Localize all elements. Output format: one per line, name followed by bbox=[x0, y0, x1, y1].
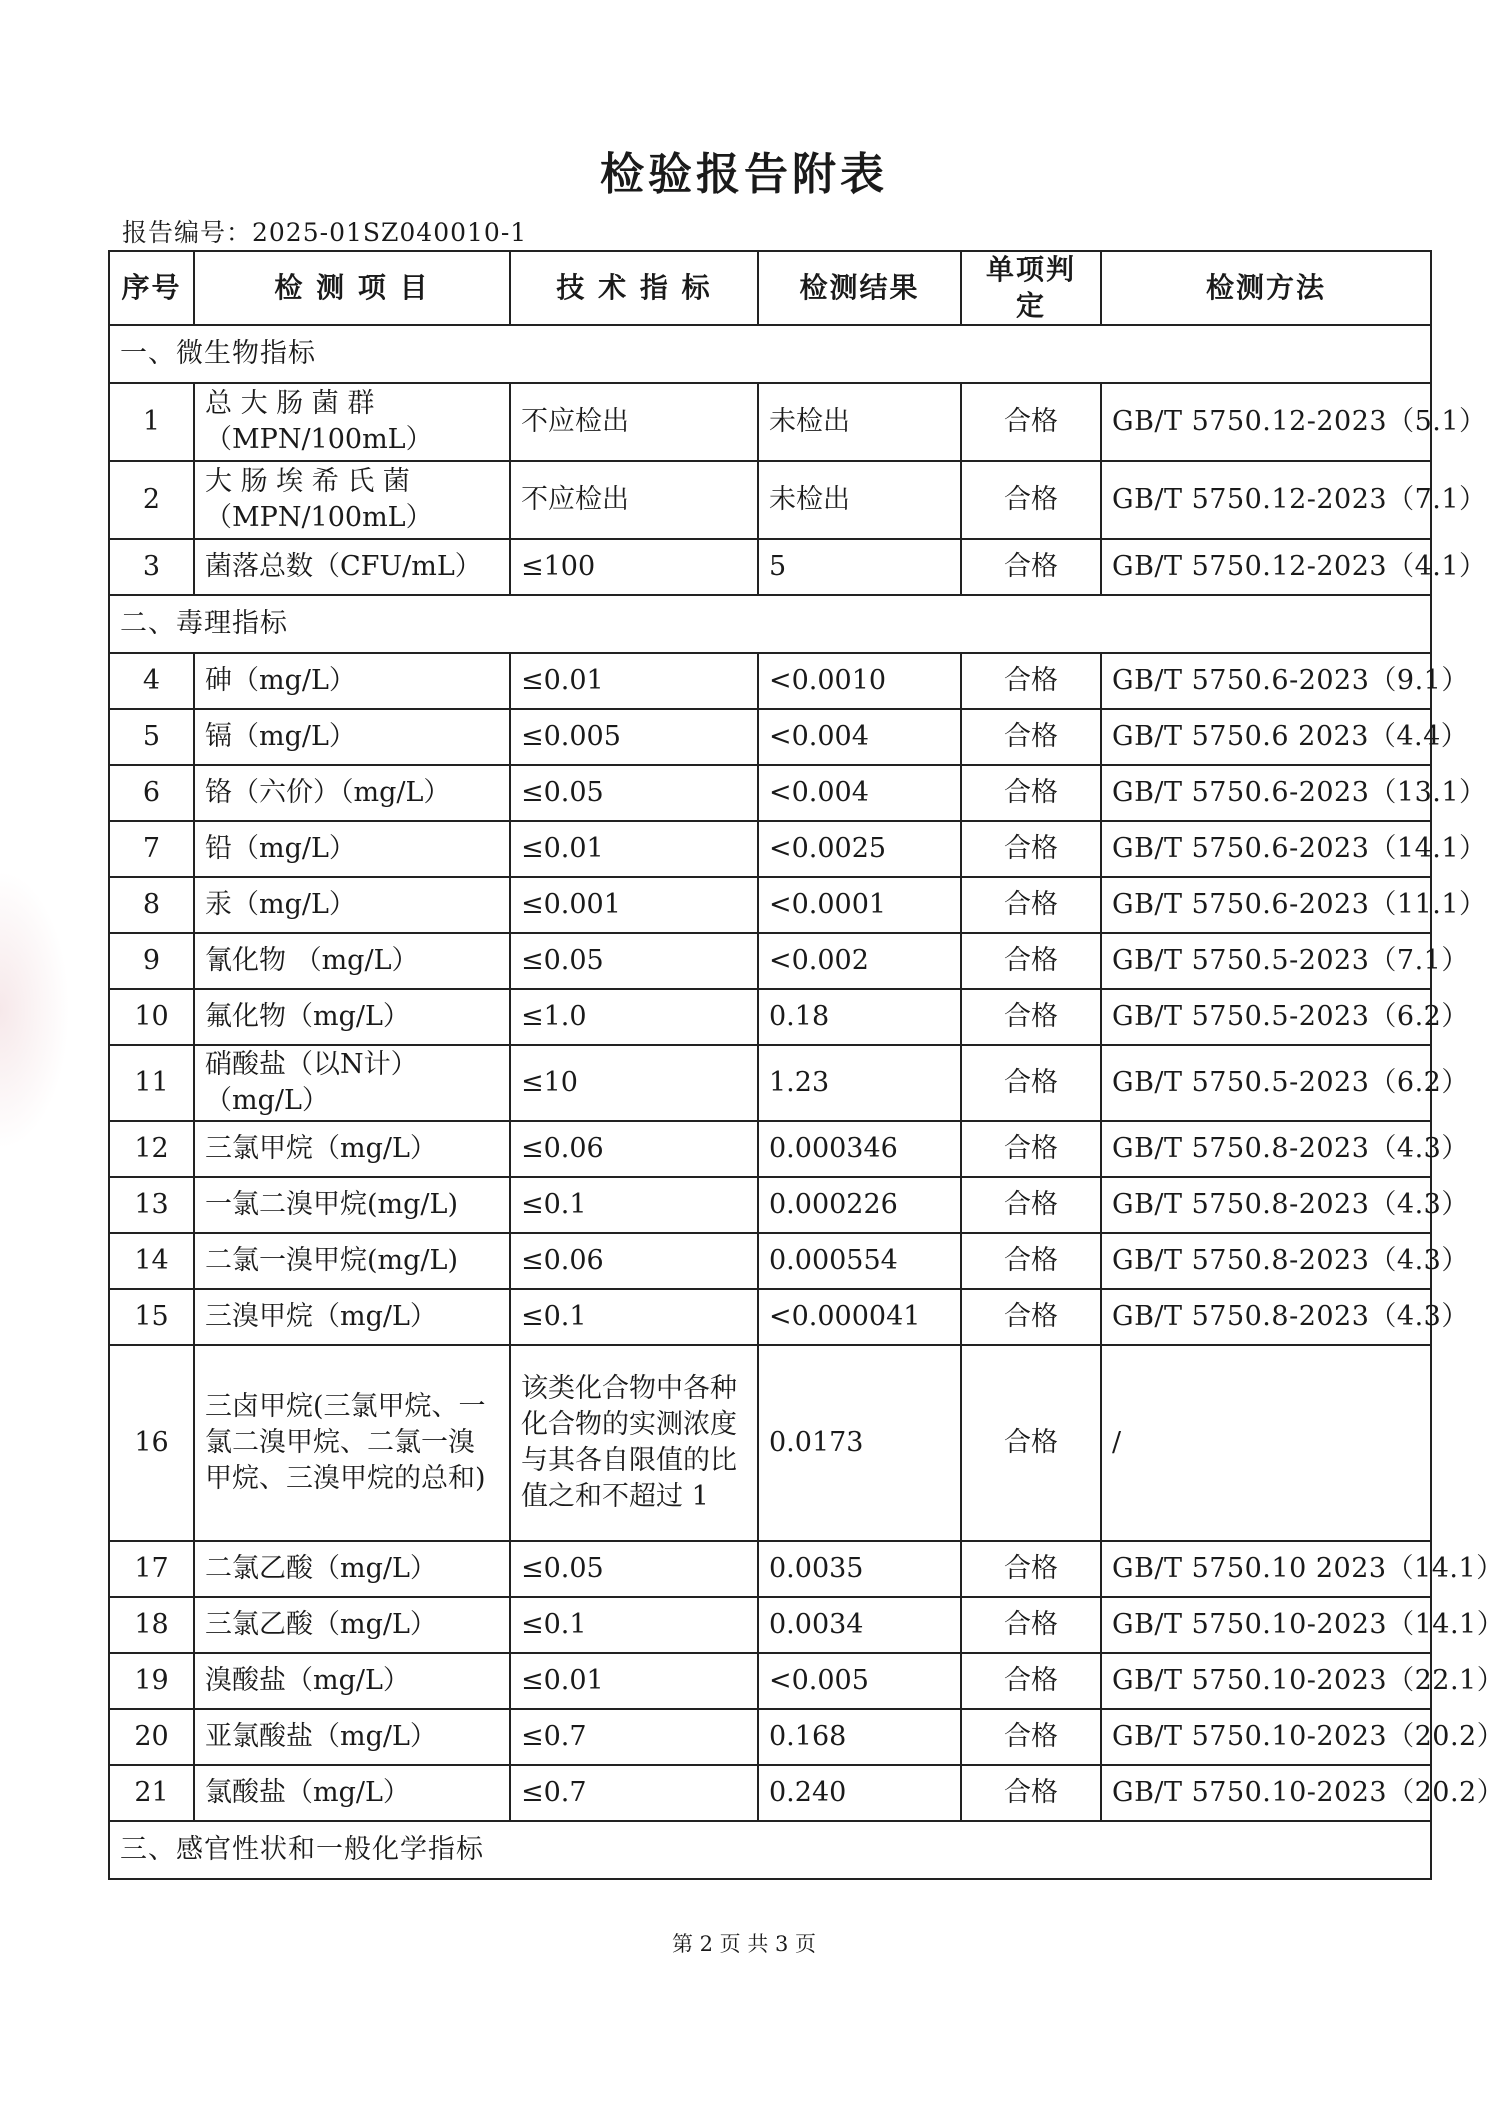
cell-method: GB/T 5750.6-2023（9.1） bbox=[1101, 653, 1431, 709]
cell-judgment: 合格 bbox=[961, 709, 1101, 765]
cell-result: 0.240 bbox=[758, 1765, 961, 1821]
table-row bbox=[109, 709, 1431, 765]
cell-judgment: 合格 bbox=[961, 539, 1101, 595]
cell-judgment: 合格 bbox=[961, 989, 1101, 1045]
cell-no: 1 bbox=[109, 383, 194, 461]
cell-result: 0.000346 bbox=[758, 1121, 961, 1177]
cell-method: GB/T 5750.8-2023（4.3） bbox=[1101, 1233, 1431, 1289]
cell-method: GB/T 5750.10-2023（20.2） bbox=[1101, 1765, 1431, 1821]
cell-standard: ≤0.01 bbox=[510, 653, 758, 709]
table-row bbox=[109, 821, 1431, 877]
cell-method: GB/T 5750.10-2023（14.1） bbox=[1101, 1597, 1431, 1653]
cell-no: 16 bbox=[109, 1345, 194, 1541]
cell-standard: ≤0.1 bbox=[510, 1597, 758, 1653]
cell-judgment: 合格 bbox=[961, 1121, 1101, 1177]
cell-method: GB/T 5750.5-2023（6.2） bbox=[1101, 1045, 1431, 1121]
table-row bbox=[109, 539, 1431, 595]
cell-standard: ≤0.05 bbox=[510, 1541, 758, 1597]
cell-result: 1.23 bbox=[758, 1045, 961, 1121]
cell-item: 三卤甲烷(三氯甲烷、一氯二溴甲烷、二氯一溴甲烷、三溴甲烷的总和) bbox=[194, 1345, 510, 1541]
cell-result: 0.0034 bbox=[758, 1597, 961, 1653]
cell-item: 汞（mg/L） bbox=[194, 877, 510, 933]
report-number: 报告编号：2025-01SZ040010-1 bbox=[122, 218, 528, 247]
cell-judgment: 合格 bbox=[961, 821, 1101, 877]
table-row bbox=[109, 765, 1431, 821]
cell-no: 19 bbox=[109, 1653, 194, 1709]
cell-method: GB/T 5750.12-2023（7.1） bbox=[1101, 461, 1431, 539]
table-row bbox=[109, 383, 1431, 461]
cell-item: 铬（六价）（mg/L） bbox=[194, 765, 510, 821]
cell-item: 氟化物（mg/L） bbox=[194, 989, 510, 1045]
table-row bbox=[109, 1289, 1431, 1345]
cell-item: 一氯二溴甲烷(mg/L) bbox=[194, 1177, 510, 1233]
header-item: 检 测 项 目 bbox=[194, 251, 510, 325]
cell-judgment: 合格 bbox=[961, 461, 1101, 539]
cell-result: 0.0173 bbox=[758, 1345, 961, 1541]
cell-method: GB/T 5750.10-2023（20.2） bbox=[1101, 1709, 1431, 1765]
table-row bbox=[109, 1653, 1431, 1709]
cell-no: 11 bbox=[109, 1045, 194, 1121]
cell-item: 亚氯酸盐（mg/L） bbox=[194, 1709, 510, 1765]
cell-item: 砷（mg/L） bbox=[194, 653, 510, 709]
cell-standard: ≤0.05 bbox=[510, 933, 758, 989]
cell-judgment: 合格 bbox=[961, 383, 1101, 461]
cell-method: GB/T 5750.10 2023（14.1） bbox=[1101, 1541, 1431, 1597]
cell-judgment: 合格 bbox=[961, 1765, 1101, 1821]
cell-no: 9 bbox=[109, 933, 194, 989]
cell-standard: ≤0.01 bbox=[510, 821, 758, 877]
cell-item: 三溴甲烷（mg/L） bbox=[194, 1289, 510, 1345]
cell-judgment: 合格 bbox=[961, 653, 1101, 709]
table-row bbox=[109, 1045, 1431, 1121]
section-title: 二、毒理指标 bbox=[109, 595, 1431, 653]
cell-method: / bbox=[1101, 1345, 1431, 1541]
cell-judgment: 合格 bbox=[961, 1289, 1101, 1345]
cell-method: GB/T 5750.8-2023（4.3） bbox=[1101, 1289, 1431, 1345]
cell-judgment: 合格 bbox=[961, 765, 1101, 821]
cell-no: 13 bbox=[109, 1177, 194, 1233]
cell-result: <0.004 bbox=[758, 765, 961, 821]
table-row bbox=[109, 933, 1431, 989]
cell-no: 10 bbox=[109, 989, 194, 1045]
cell-judgment: 合格 bbox=[961, 1345, 1101, 1541]
cell-result: 0.168 bbox=[758, 1709, 961, 1765]
table-row bbox=[109, 1765, 1431, 1821]
cell-judgment: 合格 bbox=[961, 1045, 1101, 1121]
cell-method: GB/T 5750.5-2023（6.2） bbox=[1101, 989, 1431, 1045]
cell-no: 6 bbox=[109, 765, 194, 821]
cell-no: 21 bbox=[109, 1765, 194, 1821]
cell-item: 三氯甲烷（mg/L） bbox=[194, 1121, 510, 1177]
table-row bbox=[109, 1233, 1431, 1289]
cell-result: 0.18 bbox=[758, 989, 961, 1045]
table-row bbox=[109, 877, 1431, 933]
cell-no: 8 bbox=[109, 877, 194, 933]
table-row bbox=[109, 461, 1431, 539]
table-row bbox=[109, 1177, 1431, 1233]
header-standard: 技 术 指 标 bbox=[510, 251, 758, 325]
cell-standard: ≤0.01 bbox=[510, 1653, 758, 1709]
cell-judgment: 合格 bbox=[961, 1541, 1101, 1597]
cell-item: 菌落总数（CFU/mL） bbox=[194, 539, 510, 595]
table-row bbox=[109, 1597, 1431, 1653]
cell-standard: 该类化合物中各种化合物的实测浓度与其各自限值的比值之和不超过 1 bbox=[510, 1345, 758, 1541]
cell-item: 铅（mg/L） bbox=[194, 821, 510, 877]
cell-no: 5 bbox=[109, 709, 194, 765]
cell-judgment: 合格 bbox=[961, 877, 1101, 933]
cell-standard: 不应检出 bbox=[510, 383, 758, 461]
cell-no: 3 bbox=[109, 539, 194, 595]
cell-standard: 不应检出 bbox=[510, 461, 758, 539]
cell-standard: ≤0.1 bbox=[510, 1289, 758, 1345]
header-method: 检测方法 bbox=[1101, 251, 1431, 325]
section-title: 三、感官性状和一般化学指标 bbox=[109, 1821, 1431, 1879]
cell-result: 未检出 bbox=[758, 461, 961, 539]
cell-method: GB/T 5750.5-2023（7.1） bbox=[1101, 933, 1431, 989]
cell-judgment: 合格 bbox=[961, 933, 1101, 989]
paper-stain bbox=[0, 870, 70, 1150]
cell-method: GB/T 5750.6-2023（13.1） bbox=[1101, 765, 1431, 821]
cell-standard: ≤0.001 bbox=[510, 877, 758, 933]
table-row bbox=[109, 1345, 1431, 1541]
cell-method: GB/T 5750.6-2023（11.1） bbox=[1101, 877, 1431, 933]
cell-method: GB/T 5750.8-2023（4.3） bbox=[1101, 1121, 1431, 1177]
section-row bbox=[109, 595, 1431, 653]
cell-item: 硝酸盐（以N计）（mg/L） bbox=[194, 1045, 510, 1121]
cell-standard: ≤100 bbox=[510, 539, 758, 595]
cell-method: GB/T 5750.12-2023（5.1） bbox=[1101, 383, 1431, 461]
table-header-row bbox=[109, 251, 1431, 325]
table-row bbox=[109, 989, 1431, 1045]
cell-standard: ≤0.1 bbox=[510, 1177, 758, 1233]
results-table bbox=[108, 250, 1504, 1880]
cell-result: <0.0001 bbox=[758, 877, 961, 933]
cell-standard: ≤10 bbox=[510, 1045, 758, 1121]
cell-no: 7 bbox=[109, 821, 194, 877]
header-no: 序号 bbox=[109, 251, 194, 325]
cell-standard: ≤1.0 bbox=[510, 989, 758, 1045]
cell-result: 未检出 bbox=[758, 383, 961, 461]
cell-judgment: 合格 bbox=[961, 1709, 1101, 1765]
cell-standard: ≤0.7 bbox=[510, 1765, 758, 1821]
section-title: 一、微生物指标 bbox=[109, 325, 1431, 383]
table-row bbox=[109, 1709, 1431, 1765]
cell-result: <0.0010 bbox=[758, 653, 961, 709]
cell-no: 14 bbox=[109, 1233, 194, 1289]
cell-result: 5 bbox=[758, 539, 961, 595]
cell-result: <0.000041 bbox=[758, 1289, 961, 1345]
cell-item: 溴酸盐（mg/L） bbox=[194, 1653, 510, 1709]
cell-item: 氯酸盐（mg/L） bbox=[194, 1765, 510, 1821]
section-row bbox=[109, 1821, 1431, 1879]
cell-judgment: 合格 bbox=[961, 1177, 1101, 1233]
cell-no: 4 bbox=[109, 653, 194, 709]
cell-no: 17 bbox=[109, 1541, 194, 1597]
cell-no: 18 bbox=[109, 1597, 194, 1653]
cell-result: <0.0025 bbox=[758, 821, 961, 877]
table-body bbox=[109, 325, 1504, 1879]
cell-standard: ≤0.06 bbox=[510, 1121, 758, 1177]
cell-result: 0.000226 bbox=[758, 1177, 961, 1233]
cell-no: 20 bbox=[109, 1709, 194, 1765]
cell-standard: ≤0.05 bbox=[510, 765, 758, 821]
cell-item: 氰化物 （mg/L） bbox=[194, 933, 510, 989]
cell-method: GB/T 5750.12-2023（4.1） bbox=[1101, 539, 1431, 595]
cell-no: 2 bbox=[109, 461, 194, 539]
cell-item: 三氯乙酸（mg/L） bbox=[194, 1597, 510, 1653]
cell-item: 二氯一溴甲烷(mg/L) bbox=[194, 1233, 510, 1289]
cell-result: 0.0035 bbox=[758, 1541, 961, 1597]
cell-judgment: 合格 bbox=[961, 1653, 1101, 1709]
cell-method: GB/T 5750.6-2023（14.1） bbox=[1101, 821, 1431, 877]
page-title: 检验报告附表 bbox=[600, 149, 888, 200]
cell-item: 总 大 肠 菌 群（MPN/100mL） bbox=[194, 383, 510, 461]
cell-standard: ≤0.7 bbox=[510, 1709, 758, 1765]
cell-method: GB/T 5750.10-2023（22.1） bbox=[1101, 1653, 1431, 1709]
cell-result: <0.002 bbox=[758, 933, 961, 989]
cell-judgment: 合格 bbox=[961, 1597, 1101, 1653]
cell-method: GB/T 5750.6 2023（4.4） bbox=[1101, 709, 1431, 765]
cell-result: <0.005 bbox=[758, 1653, 961, 1709]
cell-standard: ≤0.005 bbox=[510, 709, 758, 765]
table-row bbox=[109, 1541, 1431, 1597]
cell-method: GB/T 5750.8-2023（4.3） bbox=[1101, 1177, 1431, 1233]
section-row bbox=[109, 325, 1431, 383]
table-row bbox=[109, 653, 1431, 709]
header-result: 检测结果 bbox=[758, 251, 961, 325]
page-footer: 第 2 页 共 3 页 bbox=[671, 1932, 817, 1956]
header-judgment: 单项判定 bbox=[961, 251, 1101, 325]
cell-item: 镉（mg/L） bbox=[194, 709, 510, 765]
cell-no: 12 bbox=[109, 1121, 194, 1177]
cell-item: 大 肠 埃 希 氏 菌（MPN/100mL） bbox=[194, 461, 510, 539]
cell-judgment: 合格 bbox=[961, 1233, 1101, 1289]
cell-result: 0.000554 bbox=[758, 1233, 961, 1289]
table-row bbox=[109, 1121, 1431, 1177]
cell-no: 15 bbox=[109, 1289, 194, 1345]
cell-standard: ≤0.06 bbox=[510, 1233, 758, 1289]
cell-result: <0.004 bbox=[758, 709, 961, 765]
cell-item: 二氯乙酸（mg/L） bbox=[194, 1541, 510, 1597]
